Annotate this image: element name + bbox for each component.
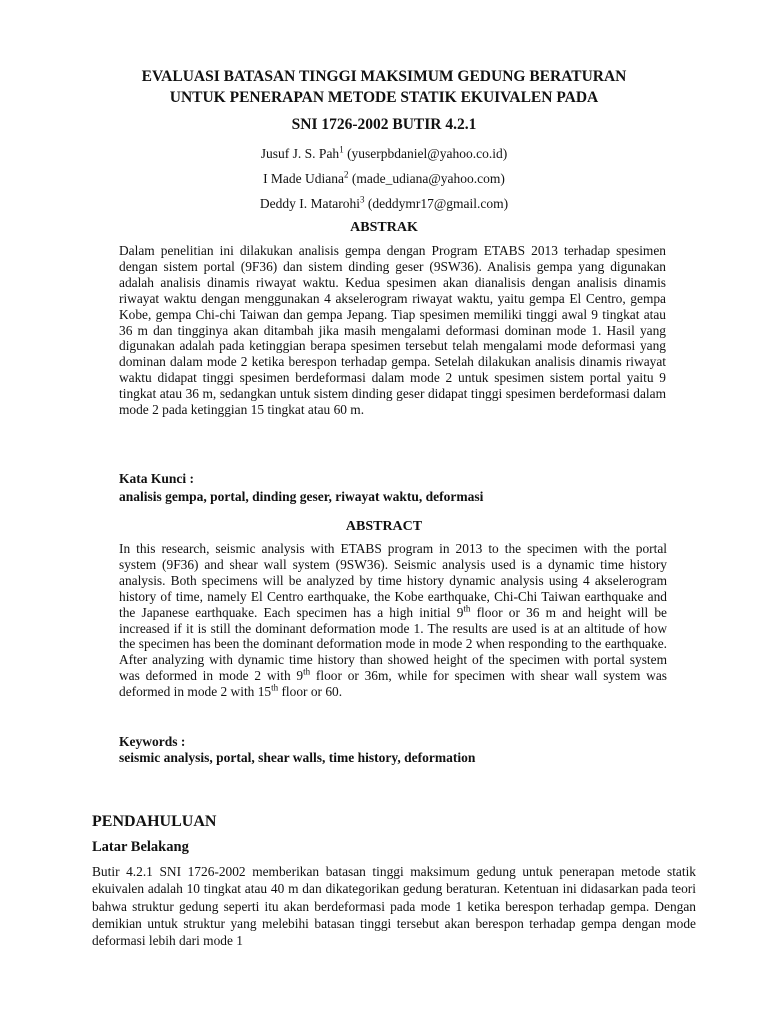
abstract-heading: ABSTRACT <box>345 519 423 534</box>
section-heading-pendahuluan: PENDAHULUAN <box>92 813 217 830</box>
intro-body: Butir 4.2.1 SNI 1726-2002 memberikan batasan tinggi maksimum gedung untuk penerapan metode statik ekuivalen adalah 10 tingkat atau 40 m dan dikategorikan gedung beraturan. Ketentuan ini didasarkan pada teori bahwa struktur gedung seperti itu akan berdeformasi pada mode 1 ketika berespon terhadap gempa. Dengan demikian untuk struktur yang melebihi batasan tinggi tersebut akan berespon terhadap gempa dengan mode deformasi lebih dari mode 1 <box>92 864 696 949</box>
subsection-heading-latar-belakang: Latar Belakang <box>92 839 189 855</box>
ordinal-suffix: th <box>303 666 311 677</box>
author-email: (yuserpbdaniel@yahoo.co.id) <box>347 146 508 161</box>
abstract-body <box>119 541 667 700</box>
paper-title <box>60 66 708 108</box>
author-name: I Made Udiana <box>263 171 345 186</box>
author-affiliation-number: 1 <box>339 144 344 155</box>
abstrak-keywords-label: Kata Kunci : <box>119 471 195 486</box>
author-name: Deddy I. Matarohi <box>259 196 360 211</box>
title-line-1: EVALUASI BATASAN TINGGI MAKSIMUM GEDUNG BERATURAN <box>141 68 627 85</box>
author-list <box>60 141 708 216</box>
abstract-keywords: seismic analysis, portal, shear walls, time history, deformation <box>119 750 476 765</box>
author-email: (deddymr17@gmail.com) <box>367 196 509 211</box>
author-1 <box>60 141 708 166</box>
abstract-text-part: floor or 36m, while for specimen with shear wall system was deformed in mode 2 with 15 <box>119 668 667 700</box>
author-email: (made_udiana@yahoo.com) <box>351 171 505 186</box>
abstract-text-part: floor or 60. <box>278 684 343 700</box>
abstrak-heading: ABSTRAK <box>350 220 418 235</box>
abstract-text-part: In this research, seismic analysis with ETABS program in 2013 to the specimen with the portal system (9F36) and shear wall system (9SW36). Seismic analysis used is a dynamic time history analysis. Both specimens will be analyzed by time history dynamic analysis using 4 akselerogram history of time, namely El Centro earthquake, the Kobe earthquake, Chi-Chi Taiwan earthquake and the Japanese earthquake. Each specimen has a high initial 9 <box>119 541 667 620</box>
author-name: Jusuf J. S. Pah <box>260 146 340 161</box>
title-line-3: SNI 1726-2002 BUTIR 4.2.1 <box>291 116 477 133</box>
author-3 <box>60 191 708 216</box>
abstrak-body: Dalam penelitian ini dilakukan analisis gempa dengan Program ETABS 2013 terhadap spesimen dengan sistem portal (9F36) dan sistem dinding geser (9SW36). Analisis gempa yang digunakan adalah analisis dinamis riwayat waktu. Kedua spesimen akan dianalisis dengan analisis dinamis riwayat waktu dengan menggunakan 4 akselerogram riwayat waktu, yaitu gempa El Centro, gempa Kobe, gempa Chi-chi Taiwan dan gempa Jepang. Tiap spesimen memiliki tinggi awal 9 tingkat atau 36 m dan tingginya akan ditambah jika masih mengalami deformasi dominan mode 1. Hasil yang digunakan adalah pada ketinggian berapa spesimen tersebut telah mengalami mode deformasi yang dominan dalam mode 2 ketika berespon terhadap gempa. Setelah dilakukan analisis dinamis riwayat waktu didapat tinggi spesimen berdeformasi dalam mode 2 untuk spesimen sistem portal yaitu 9 tingkat atau 36 m, sedangkan untuk sistem dinding geser didapat tinggi spesimen berdeformasi dalam mode 2 pada ketinggian 15 tingkat atau 60 m. <box>119 243 666 418</box>
abstract-text-part: floor or 36 m and height will be increased if it is still the dominant deformation mode 1. The results are used is at an altitude of how the specimen has been the dominant deformation mode in mode 2 when responding to the earthquake. After analyzing with dynamic time history than showed height of the specimen with portal system was deformed in mode 2 with 9 <box>119 604 667 684</box>
title-line-2: UNTUK PENERAPAN METODE STATIK EKUIVALEN PADA <box>169 89 599 106</box>
abstract-keywords-label: Keywords : <box>119 734 186 749</box>
ordinal-suffix: th <box>463 603 471 614</box>
ordinal-suffix: th <box>271 682 279 693</box>
abstrak-keywords: analisis gempa, portal, dinding geser, riwayat waktu, deformasi <box>119 489 484 504</box>
author-affiliation-number: 3 <box>359 194 365 205</box>
author-affiliation-number: 2 <box>344 169 349 180</box>
author-2 <box>60 166 708 191</box>
